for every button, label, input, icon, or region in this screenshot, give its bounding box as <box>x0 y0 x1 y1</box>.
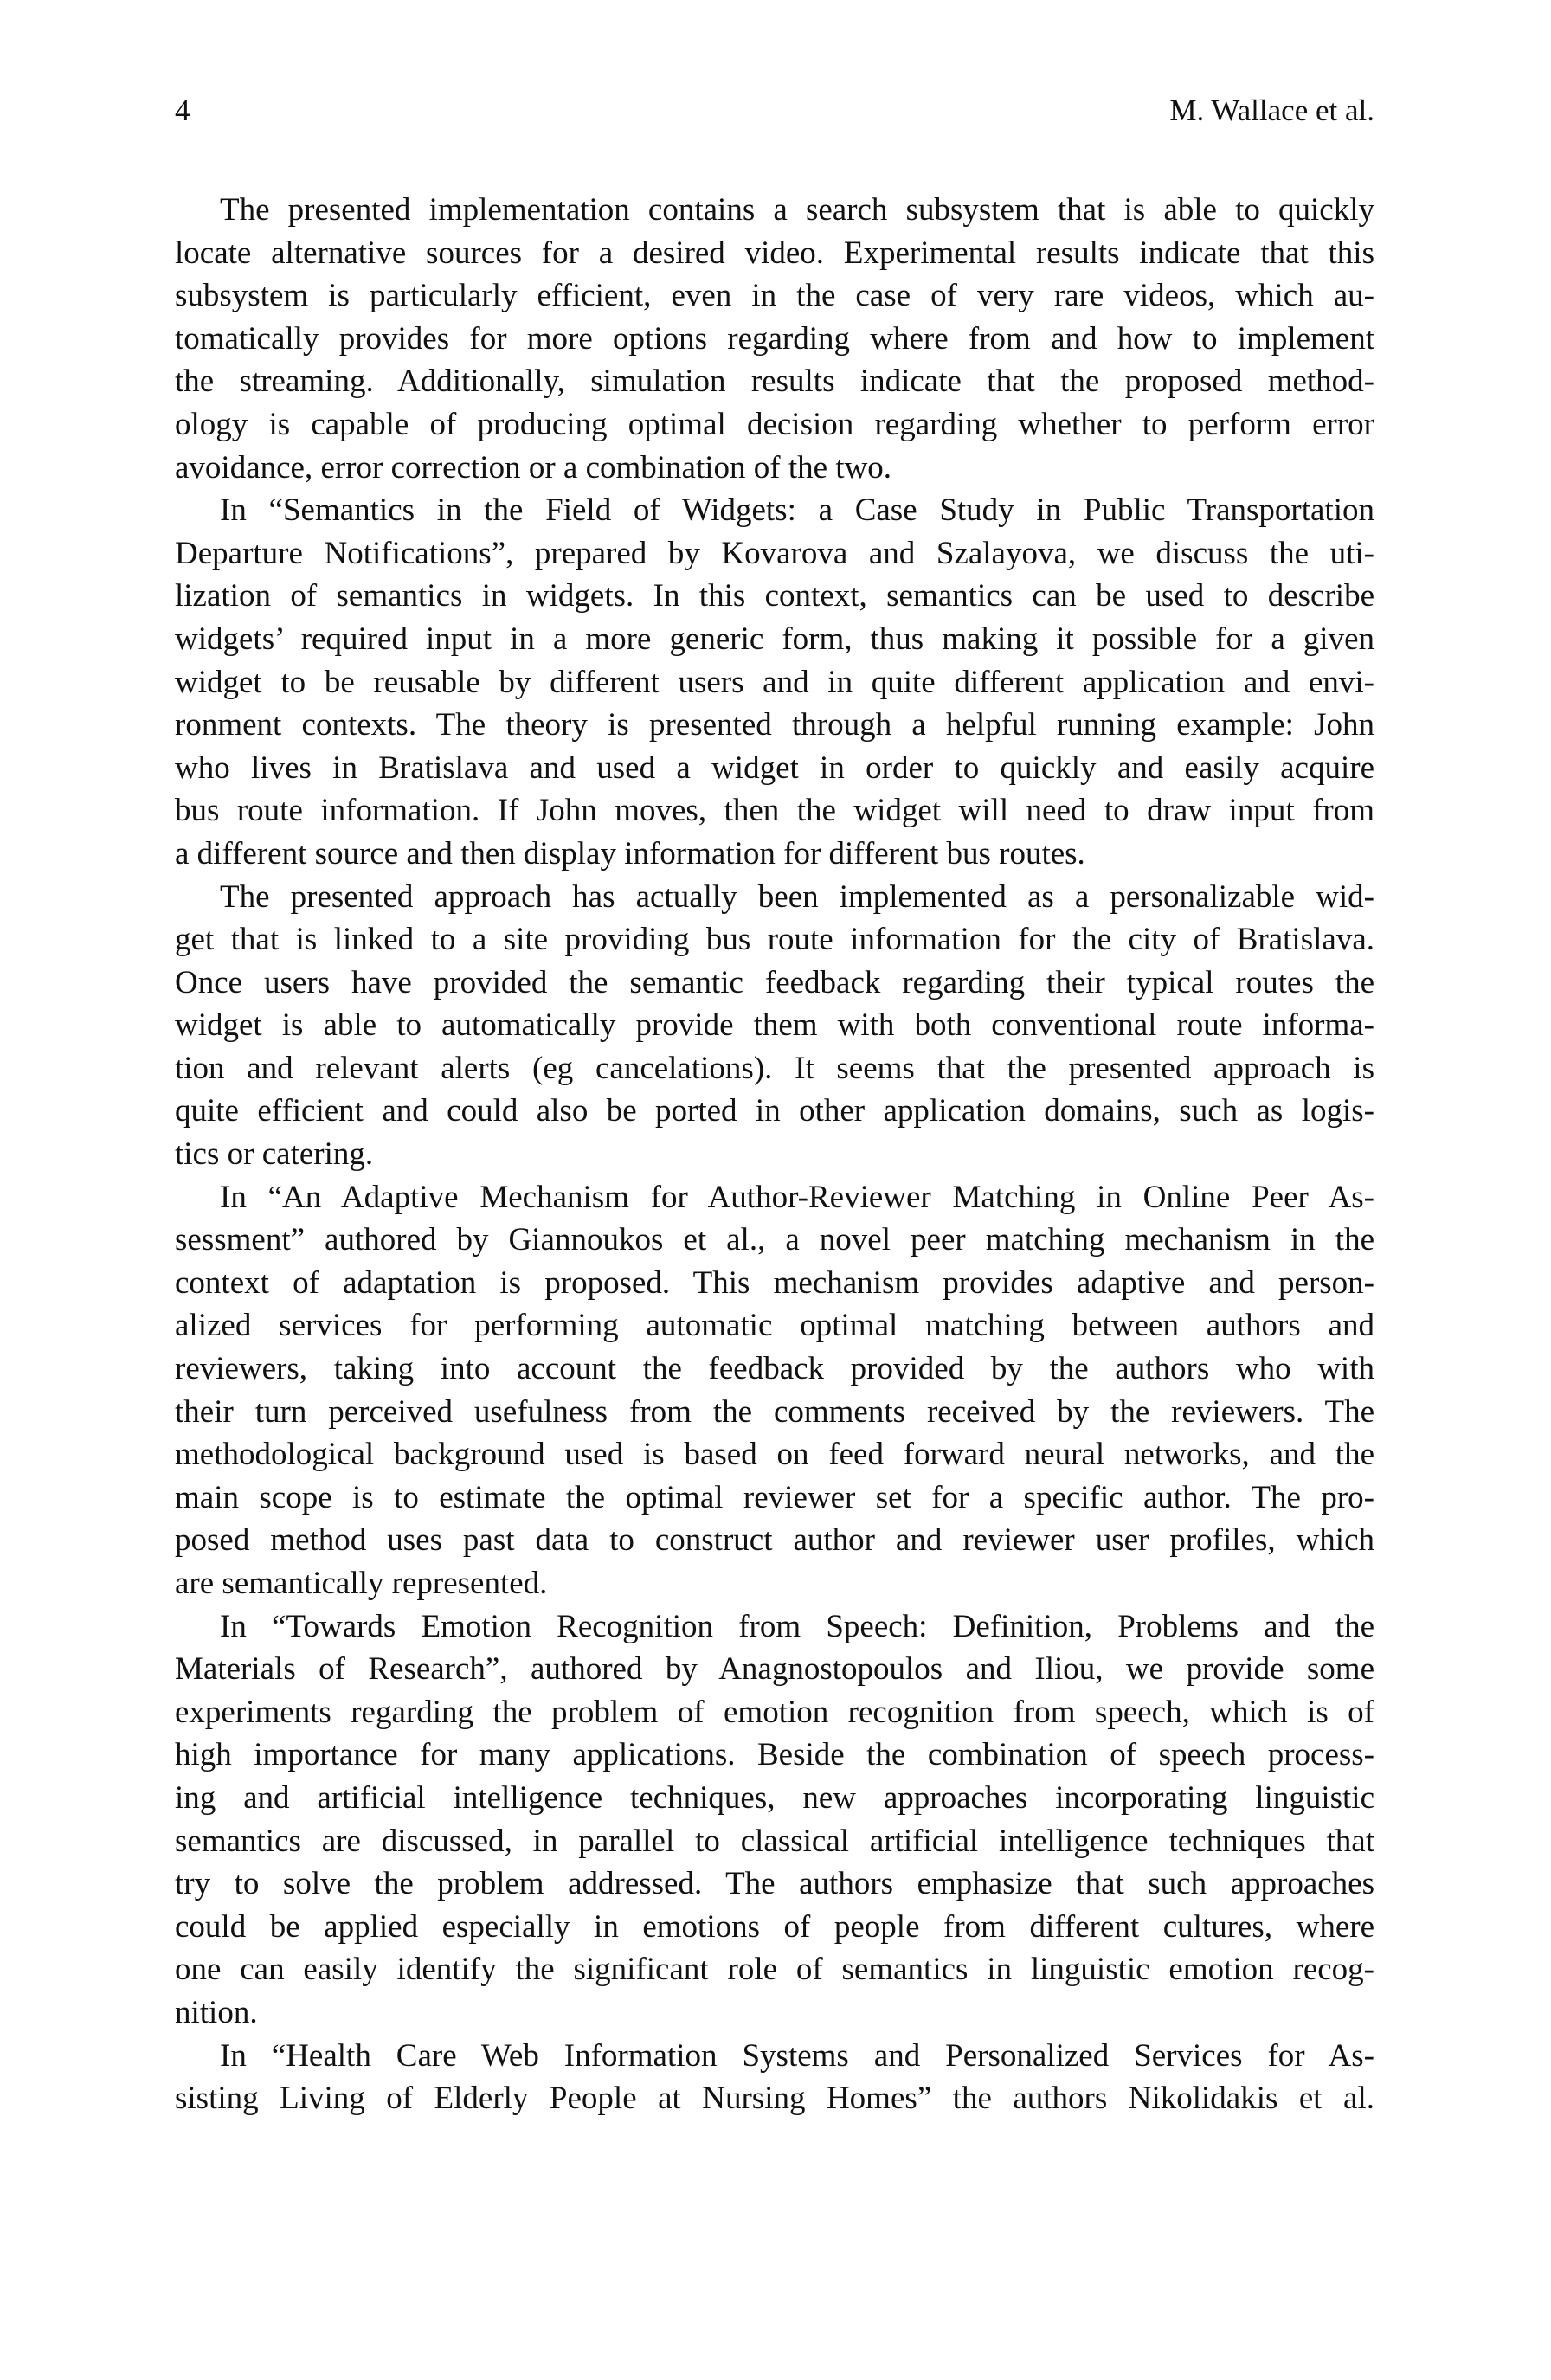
text-line: could be applied especially in emotions of people from different cultures, where <box>175 1908 1374 1945</box>
text-line: In “An Adaptive Mechanism for Author-Reviewer Matching in Online Peer As- <box>220 1179 1374 1215</box>
text-line: The presented approach has actually been implemented as a personalizable wid- <box>220 878 1374 915</box>
text-line: are semantically represented. <box>175 1566 548 1601</box>
text-line: who lives in Bratislava and used a widget in order to quickly and easily acquire <box>175 749 1374 786</box>
text-line: bus route information. If John moves, then the widget will need to draw input from <box>175 793 1374 829</box>
text-line: experiments regarding the problem of emotion recognition from speech, which is of <box>175 1694 1374 1730</box>
text-line: get that is linked to a site providing bus route information for the city of Bratislava. <box>175 922 1374 958</box>
text-line: tomatically provides for more options regarding where from and how to implement <box>175 320 1374 357</box>
text-line: one can easily identify the significant role of semantics in linguistic emotion recog- <box>175 1952 1374 1988</box>
text-line: methodological background used is based on feed forward neural networks, and the <box>175 1437 1374 1473</box>
paragraph-author-reviewer-matching <box>175 1176 1374 1605</box>
text-line: subsystem is particularly efficient, even in the case of very rare videos, which au- <box>175 278 1374 314</box>
text-line: sisting Living of Elderly People at Nursing Homes” the authors Nikolidakis et al. <box>175 2081 1374 2117</box>
text-line: In “Health Care Web Information Systems and Personalized Services for As- <box>220 2037 1374 2074</box>
paragraph-semantics-widgets <box>175 489 1374 875</box>
running-header <box>175 93 1374 128</box>
text-line: Once users have provided the semantic feedback regarding their typical routes the <box>175 964 1374 1000</box>
text-line: ology is capable of producing optimal decision regarding whether to perform error <box>175 406 1374 442</box>
paragraph-health-care <box>175 2035 1374 2120</box>
text-line: widget is able to automatically provide them with both conventional route informa- <box>175 1007 1374 1044</box>
text-line: widget to be reusable by different users and in quite different application and envi- <box>175 664 1374 700</box>
text-line: main scope is to estimate the optimal reviewer set for a specific author. The pro- <box>175 1479 1374 1515</box>
text-line: semantics are discussed, in parallel to classical artificial intelligence techniques that <box>175 1823 1374 1859</box>
text-line: a different source and then display information for different bus routes. <box>175 835 1085 872</box>
text-line: high importance for many applications. Beside the combination of speech process- <box>175 1737 1374 1773</box>
text-line: quite efficient and could also be ported in other application domains, such as logis- <box>175 1093 1374 1129</box>
text-line: tics or catering. <box>175 1136 374 1173</box>
body-text <box>175 189 1374 2120</box>
text-line: ronment contexts. The theory is presented through a helpful running example: John <box>175 707 1374 743</box>
text-line: In “Towards Emotion Recognition from Speech: Definition, Problems and the <box>220 1608 1374 1644</box>
text-line: nition. <box>175 1994 258 2030</box>
paragraph-widget-implementation <box>175 876 1374 1176</box>
text-line: reviewers, taking into account the feedback provided by the authors who with <box>175 1351 1374 1387</box>
text-line: tion and relevant alerts (eg cancelations). It seems that the presented approach is <box>175 1050 1374 1086</box>
text-line: ing and artificial intelligence techniques, new approaches incorporating linguistic <box>175 1779 1374 1816</box>
text-line: alized services for performing automatic optimal matching between authors and <box>175 1308 1374 1344</box>
page-number: 4 <box>175 93 190 127</box>
paragraph-emotion-recognition <box>175 1605 1374 2035</box>
text-line: The presented implementation contains a search subsystem that is able to quickly <box>220 192 1374 228</box>
text-line: context of adaptation is proposed. This mechanism provides adaptive and person- <box>175 1264 1374 1301</box>
text-line: widgets’ required input in a more generic form, thus making it possible for a given <box>175 621 1374 657</box>
paragraph-implementation-summary <box>175 189 1374 489</box>
text-line: Departure Notifications”, prepared by Kovarova and Szalayova, we discuss the uti- <box>175 535 1374 571</box>
text-line: locate alternative sources for a desired video. Experimental results indicate that this <box>175 235 1374 271</box>
running-author: M. Wallace et al. <box>1169 93 1374 127</box>
text-line: posed method uses past data to construct author and reviewer user profiles, which <box>175 1522 1374 1559</box>
text-line: avoidance, error correction or a combination of the two. <box>175 449 892 486</box>
text-line: try to solve the problem addressed. The authors emphasize that such approaches <box>175 1866 1374 1902</box>
text-line: lization of semantics in widgets. In this context, semantics can be used to describe <box>175 578 1374 614</box>
text-line: their turn perceived usefulness from the comments received by the reviewers. The <box>175 1393 1374 1430</box>
text-line: Materials of Research”, authored by Anagnostopoulos and Iliou, we provide some <box>175 1651 1374 1688</box>
text-line: sessment” authored by Giannoukos et al., a novel peer matching mechanism in the <box>175 1222 1374 1258</box>
text-line: In “Semantics in the Field of Widgets: a Case Study in Public Transportation <box>220 492 1374 529</box>
text-line: the streaming. Additionally, simulation results indicate that the proposed method- <box>175 363 1374 400</box>
